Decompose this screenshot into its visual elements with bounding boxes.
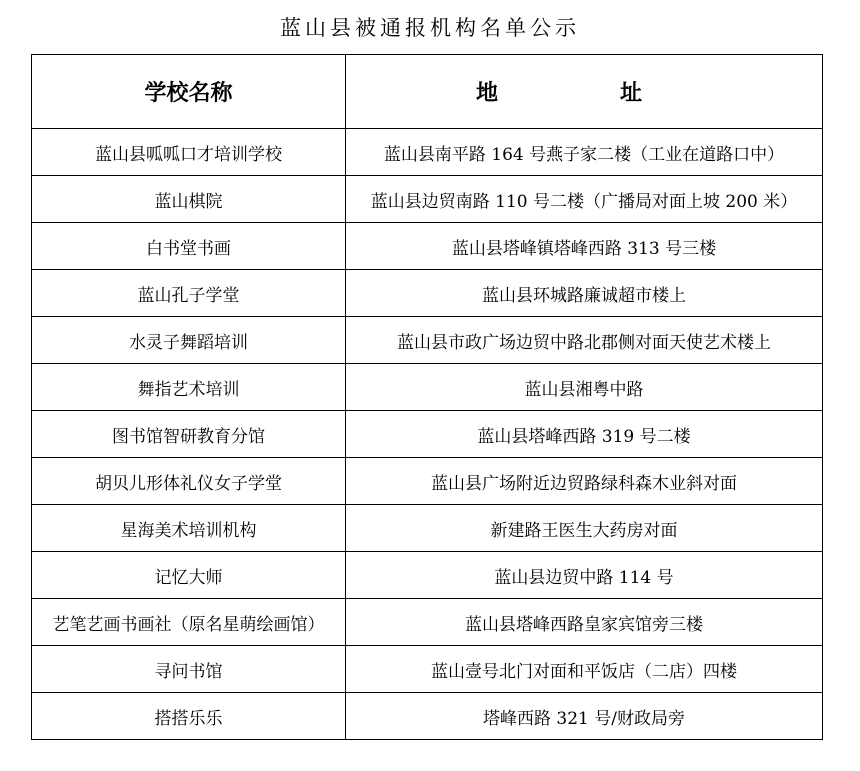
institution-name-cell: 星海美术培训机构 <box>32 505 346 552</box>
institution-address-cell: 蓝山壹号北门对面和平饭店（二店）四楼 <box>346 646 823 693</box>
institution-address-cell: 蓝山县环城路廉诚超市楼上 <box>346 270 823 317</box>
table-row <box>32 364 823 411</box>
table-row <box>32 599 823 646</box>
table-row <box>32 317 823 364</box>
institution-name-cell: 蓝山孔子学堂 <box>32 270 346 317</box>
institution-table <box>31 54 823 740</box>
table-row <box>32 646 823 693</box>
table-row <box>32 411 823 458</box>
institution-name-cell: 搭搭乐乐 <box>32 693 346 740</box>
institution-name-cell: 寻问书馆 <box>32 646 346 693</box>
institution-name-cell: 舞指艺术培训 <box>32 364 346 411</box>
column-header-name: 学校名称 <box>32 55 346 129</box>
table-body <box>32 129 823 740</box>
institution-name-cell: 水灵子舞蹈培训 <box>32 317 346 364</box>
institution-name-cell: 白书堂书画 <box>32 223 346 270</box>
institution-name-cell: 蓝山县呱呱口才培训学校 <box>32 129 346 176</box>
table-row <box>32 552 823 599</box>
institution-address-cell: 新建路王医生大药房对面 <box>346 505 823 552</box>
table-row <box>32 223 823 270</box>
document-title: 蓝山县被通报机构名单公示 <box>280 16 580 40</box>
column-header-address: 地 址 <box>346 55 823 129</box>
institution-name-cell: 蓝山棋院 <box>32 176 346 223</box>
institution-address-cell: 蓝山县边贸中路 114 号 <box>346 552 823 599</box>
institution-name-cell: 图书馆智研教育分馆 <box>32 411 346 458</box>
institution-address-cell: 塔峰西路 321 号/财政局旁 <box>346 693 823 740</box>
institution-address-cell: 蓝山县湘粤中路 <box>346 364 823 411</box>
table-row <box>32 129 823 176</box>
table-row <box>32 458 823 505</box>
table-row <box>32 176 823 223</box>
table-row <box>32 270 823 317</box>
table-row <box>32 505 823 552</box>
institution-address-cell: 蓝山县塔峰镇塔峰西路 313 号三楼 <box>346 223 823 270</box>
institution-address-cell: 蓝山县南平路 164 号燕子家二楼（工业在道路口中） <box>346 129 823 176</box>
institution-name-cell: 艺笔艺画书画社（原名星萌绘画馆） <box>32 599 346 646</box>
institution-address-cell: 蓝山县塔峰西路皇家宾馆旁三楼 <box>346 599 823 646</box>
institution-address-cell: 蓝山县广场附近边贸路绿科森木业斜对面 <box>346 458 823 505</box>
institution-address-cell: 蓝山县塔峰西路 319 号二楼 <box>346 411 823 458</box>
institution-address-cell: 蓝山县市政广场边贸中路北郡侧对面天使艺术楼上 <box>346 317 823 364</box>
institution-name-cell: 胡贝儿形体礼仪女子学堂 <box>32 458 346 505</box>
institution-name-cell: 记忆大师 <box>32 552 346 599</box>
table-row <box>32 693 823 740</box>
institution-address-cell: 蓝山县边贸南路 110 号二楼（广播局对面上坡 200 米） <box>346 176 823 223</box>
table-header-row <box>32 55 823 129</box>
